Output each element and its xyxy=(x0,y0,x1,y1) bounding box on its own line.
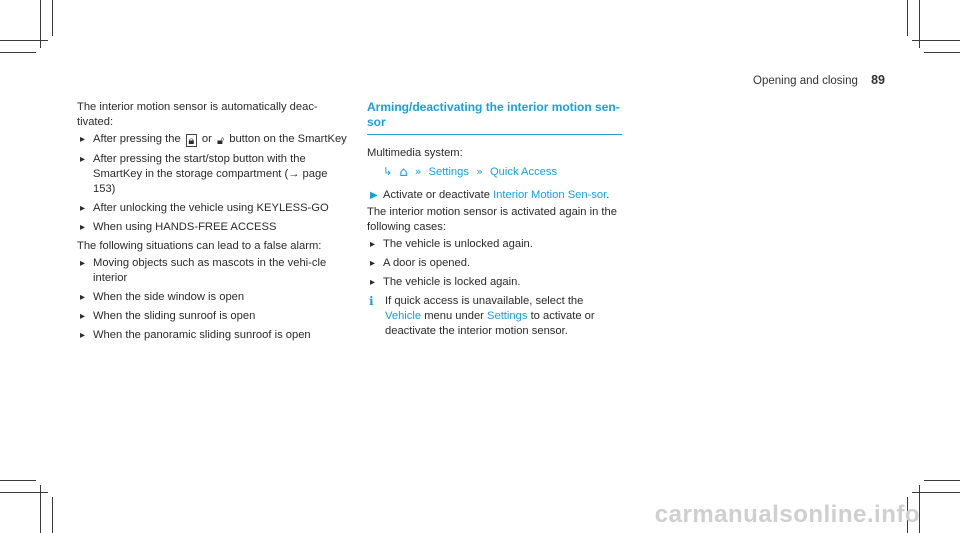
menu-path-settings[interactable]: Settings xyxy=(428,166,469,178)
section-title: Opening and closing xyxy=(753,75,858,87)
crop-mark xyxy=(924,52,960,53)
running-header xyxy=(753,73,885,87)
list-item-text: Moving objects such as mascots in the vehi-cle interior xyxy=(93,257,327,284)
list-item-text-b: or xyxy=(201,133,212,145)
note-text-post: to activate or deactivate the interior motion sensor. xyxy=(385,310,595,337)
false-alarm-list xyxy=(77,256,352,343)
list-item-text: When the side window is open xyxy=(93,291,245,303)
menu-path-quick-access[interactable]: Quick Access xyxy=(489,166,558,178)
bullet-icon: ▸ xyxy=(80,154,86,165)
play-arrow-icon: ▶ xyxy=(370,190,378,201)
list-item xyxy=(77,309,352,324)
crop-mark xyxy=(924,480,960,481)
list-item-text: When the sliding sunroof is open xyxy=(93,310,256,322)
crop-mark xyxy=(0,492,48,493)
crop-mark xyxy=(0,480,36,481)
reactivated-list xyxy=(367,237,622,290)
return-arrow-icon: ↳ xyxy=(383,165,393,178)
action-step xyxy=(367,188,622,203)
list-item-text: After unlocking the vehicle using KEYLESS-GO xyxy=(93,202,329,214)
chevron-double-right-icon: » xyxy=(476,165,483,178)
list-item-text-a: After pressing the xyxy=(93,133,181,145)
home-icon[interactable]: ⌂ xyxy=(399,165,408,180)
list-item xyxy=(367,237,622,252)
right-column xyxy=(367,100,622,339)
list-item xyxy=(77,152,352,197)
page-number: 89 xyxy=(871,73,885,87)
settings-link[interactable]: Settings xyxy=(487,310,528,322)
crop-mark xyxy=(0,52,36,53)
crop-mark xyxy=(907,0,908,36)
list-item-text: When using HANDS-FREE ACCESS xyxy=(93,221,277,233)
note-text-mid: menu under xyxy=(424,310,484,322)
bullet-icon: ▸ xyxy=(370,239,376,250)
list-item-text: After pressing the start/stop button with the SmartKey in the storage compartment (→ page 153) xyxy=(93,153,328,195)
list-item-text: A door is opened. xyxy=(383,257,471,269)
section-heading: Arming/deactivating the interior motion sen-sor xyxy=(367,100,622,135)
list-item xyxy=(77,290,352,305)
info-icon: ℹ xyxy=(369,294,374,308)
crop-mark xyxy=(0,40,48,41)
list-item xyxy=(77,132,352,148)
list-item xyxy=(367,256,622,271)
interior-motion-sensor-link[interactable]: Interior Motion Sen-sor xyxy=(493,189,607,201)
menu-path xyxy=(367,164,622,180)
bullet-icon: ▸ xyxy=(80,222,86,233)
list-item-text-c: button on the SmartKey xyxy=(229,133,347,145)
unlock-key-icon: 🔓︎ xyxy=(216,134,225,147)
left-column xyxy=(77,100,352,347)
crop-mark xyxy=(52,497,53,533)
list-item-text: When the panoramic sliding sunroof is open xyxy=(93,329,311,341)
bullet-icon: ▸ xyxy=(80,330,86,341)
bullet-icon: ▸ xyxy=(80,203,86,214)
deactivated-list xyxy=(77,132,352,235)
list-item xyxy=(77,201,352,216)
bullet-icon: ▸ xyxy=(370,258,376,269)
bullet-icon: ▸ xyxy=(80,292,86,303)
crop-mark xyxy=(912,40,960,41)
step-text: Activate or deactivate xyxy=(383,189,490,201)
intro-text: The interior motion sensor is automatically deac-tivated: xyxy=(77,101,318,128)
watermark: carmanualsonline.info xyxy=(654,501,920,528)
chevron-double-right-icon: » xyxy=(414,165,422,178)
lock-key-icon: 🔒︎ xyxy=(186,134,197,147)
info-note xyxy=(367,294,622,339)
bullet-icon: ▸ xyxy=(80,134,86,145)
bullet-icon: ▸ xyxy=(370,277,376,288)
crop-mark xyxy=(52,0,53,36)
list-item xyxy=(77,256,352,286)
list-item xyxy=(77,328,352,343)
list-item xyxy=(77,220,352,235)
note-text-pre: If quick access is unavailable, select the xyxy=(385,295,584,307)
crop-mark xyxy=(912,492,960,493)
list-item-text: The vehicle is locked again. xyxy=(383,276,521,288)
step-suffix: . xyxy=(606,189,610,201)
multimedia-label: Multimedia system: xyxy=(367,147,463,159)
false-alarm-intro: The following situations can lead to a false alarm: xyxy=(77,240,322,252)
bullet-icon: ▸ xyxy=(80,311,86,322)
list-item-text: The vehicle is unlocked again. xyxy=(383,238,533,250)
vehicle-link[interactable]: Vehicle xyxy=(385,310,422,322)
bullet-icon: ▸ xyxy=(80,258,86,269)
reactivated-intro: The interior motion sensor is activated again in the following cases: xyxy=(367,206,617,233)
list-item xyxy=(367,275,622,290)
